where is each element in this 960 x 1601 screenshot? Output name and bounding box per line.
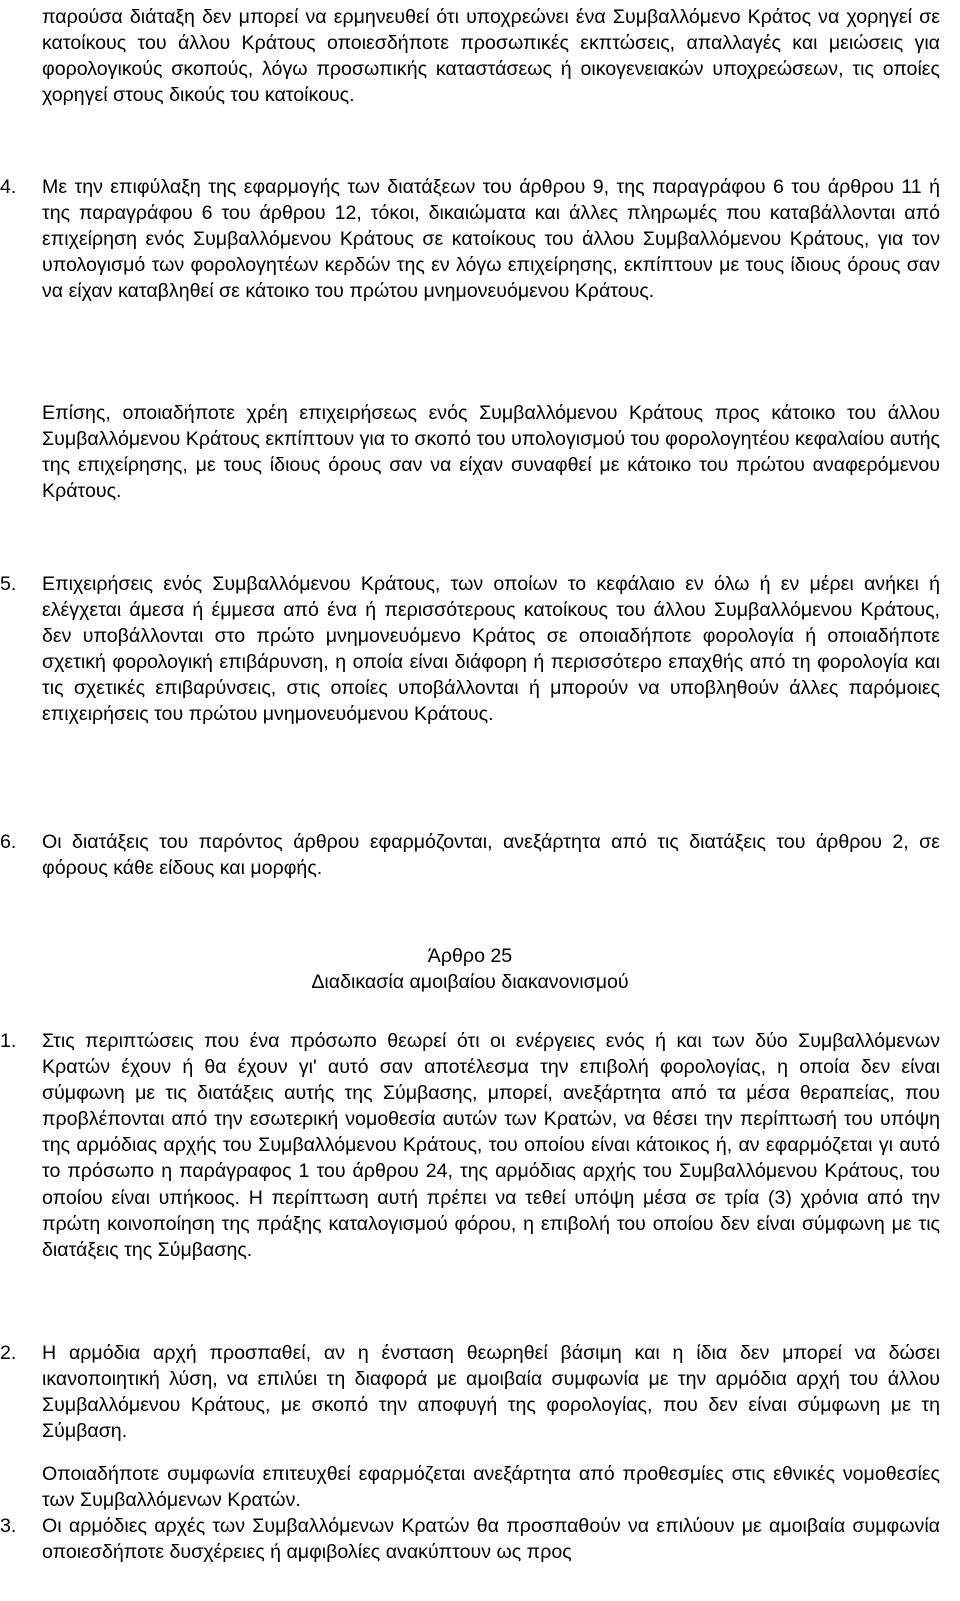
paragraph-number: 2.	[0, 1342, 17, 1364]
paragraph-2-continuation: Οποιαδήποτε συμφωνία επιτευχθεί εφαρμόζεται ανεξάρτητα από προθεσμίες στις εθνικές νομοθεσίες των Συμβαλλόμενων Κρατών.	[42, 1463, 940, 1512]
paragraph-4-continuation: Επίσης, οποιαδήποτε χρέη επιχειρήσεως ενός Συμβαλλόμενου Κράτους προς κάτοικο του άλλου Συμβαλλόμενου Κράτους εκπίπτουν για το σκοπό του υπολογισμού του φορολογητέου κεφαλαίου αυτής της επιχείρησης, με τους ίδιους όρους σαν να είχαν συναφθεί με κάτοικο του πρώτου αναφερόμενου Κράτους.	[42, 402, 940, 503]
article-heading: Άρθρο 25	[427, 945, 513, 967]
paragraph-text: Οι αρμόδιες αρχές των Συμβαλλόμενων Κρατών θα προσπαθούν να επιλύουν με αμοιβαία συμφωνία οποιεσδήποτε δυσχέρειες ή αμφιβολίες ανακύπτουν ως προς	[42, 1515, 940, 1564]
intro-paragraph: παρούσα διάταξη δεν μπορεί να ερμηνευθεί ότι υποχρεώνει ένα Συμβαλλόμενο Κράτος να χορηγεί σε κατοίκους του άλλου Κράτους οποιεσδήποτε προσωπικές εκπτώσεις, απαλλαγές και μειώσεις για φορολογικούς σκοπούς, λόγω προσωπικής καταστάσεως ή οικογενειακών υποχρεώσεων, τις οποίες χορηγεί στους δικούς του κατοίκους.	[42, 6, 940, 107]
paragraph-text: Επιχειρήσεις ενός Συμβαλλόμενου Κράτους, των οποίων το κεφάλαιο εν όλω ή εν μέρει ανήκει ή ελέγχεται άμεσα ή έμμεσα από ένα ή περισσότερους κατοίκους του άλλου Συμβαλλόμενου Κράτους, δεν υποβάλλονται στο πρώτο μνημονευόμενο Κράτος σε οποιαδήποτε φορολογία ή οποιαδήποτε σχετική φορολογική επιβάρυνση, η οποία είναι διάφορη ή περισσότερο επαχθής από τη φορολογία και τις σχετικές επιβαρύνσεις, στις οποίες υποβάλλονται ή μπορούν να υποβληθούν άλλες παρόμοιες επιχειρήσεις του πρώτου μνημονευόμενου Κράτους.	[42, 573, 940, 726]
paragraph-number: 3.	[0, 1515, 17, 1537]
paragraph-number: 5.	[0, 573, 17, 595]
paragraph-number: 4.	[0, 176, 17, 198]
paragraph-text: Η αρμόδια αρχή προσπαθεί, αν η ένσταση θεωρηθεί βάσιμη και η ίδια δεν μπορεί να δώσει ικανοποιητική λύση, να επιλύει τη διαφορά με αμοιβαία συμφωνία με την αρμόδια αρχή του άλλου Συμβαλλόμενου Κράτους, με σκοπό την αποφυγή της φορολογίας, που δεν είναι σύμφωνη με τη Σύμβαση.	[42, 1342, 940, 1443]
paragraph-text: Με την επιφύλαξη της εφαρμογής των διατάξεων του άρθρου 9, της παραγράφου 6 του άρθρου 11 ή της παραγράφου 6 του άρθρου 12, τόκοι, δικαιώματα και άλλες πληρωμές που καταβάλλονται από επιχείρηση ενός Συμβαλλόμενου Κράτους σε κατοίκους του άλλου Συμβαλλόμενου Κράτους, για τον υπολογισμό των φορολογητέων κερδών της εν λόγω επιχείρησης, εκπίπτουν με τους ίδιους όρους σαν να είχαν καταβληθεί σε κάτοικο του πρώτου μνημονευόμενου Κράτους.	[42, 176, 940, 303]
paragraph-text: Οι διατάξεις του παρόντος άρθρου εφαρμόζονται, ανεξάρτητα από τις διατάξεις του άρθρου 2, σε φόρους κάθε είδους και μορφής.	[42, 831, 940, 880]
paragraph-number: 6.	[0, 831, 17, 853]
paragraph-text: Στις περιπτώσεις που ένα πρόσωπο θεωρεί ότι οι ενέργειες ενός ή και των δύο Συμβαλλόμενων Κρατών έχουν ή θα έχουν γι' αυτό σαν αποτέλεσμα την επιβολή φορολογίας, η οποία δεν είναι σύμφωνη με τις διατάξεις αυτής της Σύμβασης, μπορεί, ανεξάρτητα από τα μέσα θεραπείας, που προβλέπονται από την εσωτερική νομοθεσία αυτών των Κρατών, να θέσει την περίπτωσή του υπόψη της αρμόδιας αρχής του Συμβαλλόμενου Κράτους, του οποίου είναι κάτοικος ή, αν εφαρμόζεται γι αυτό το πρόσωπο η παράγραφος 1 του άρθρου 24, της αρμόδιας αρχής του Συμβαλλόμενου Κράτους, του οποίου είναι υπήκοος. Η περίπτωση αυτή πρέπει να τεθεί υπόψη μέσα σε τρία (3) χρόνια από την πρώτη κοινοποίηση της πράξης καταλογισμού φόρου, η επιβολή του οποίου δεν είναι σύμφωνη με τις διατάξεις της Σύμβασης.	[42, 1030, 940, 1261]
paragraph-number: 1.	[0, 1030, 17, 1052]
article-subtitle: Διαδικασία αμοιβαίου διακανονισμού	[311, 971, 629, 993]
